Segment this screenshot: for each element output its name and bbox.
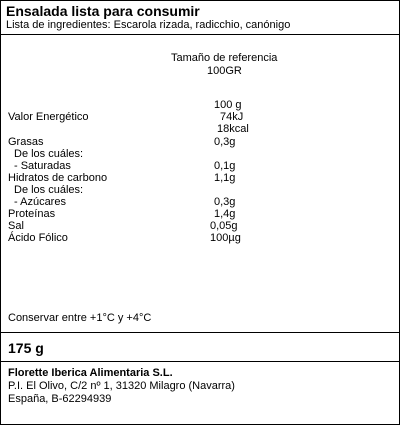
reference-size-label: Tamaño de referencia bbox=[171, 52, 278, 64]
nutrition-row-value: 74kJ bbox=[220, 111, 244, 123]
nutrition-row-value: 0,3g bbox=[214, 136, 236, 148]
product-title: Ensalada lista para consumir bbox=[6, 3, 200, 19]
nutrition-column-header: 100 g bbox=[214, 99, 242, 111]
nutrition-row-label: De los cuáles: bbox=[14, 184, 84, 196]
nutrition-row-value: 1,1g bbox=[214, 172, 236, 184]
ingredients-list: Lista de ingredientes: Escarola rizada, radicchio, canónigo bbox=[6, 19, 291, 31]
company-address-line1: P.I. El Olivo, C/2 nº 1, 31320 Milagro (Navarra) bbox=[8, 380, 235, 392]
nutrition-row-label: Ácido Fólico bbox=[8, 232, 68, 244]
company-address-line2: España, B-62294939 bbox=[8, 393, 112, 405]
nutrition-row-label: Grasas bbox=[8, 136, 44, 148]
company-name: Florette Iberica Alimentaria S.L. bbox=[8, 367, 173, 379]
nutrition-row-value: 0,05g bbox=[210, 220, 238, 232]
divider-top bbox=[1, 34, 399, 35]
storage-instructions: Conservar entre +1°C y +4°C bbox=[8, 312, 152, 324]
nutrition-row-label: De los cuáles: bbox=[14, 148, 84, 160]
nutrition-row-label: - Azúcares bbox=[14, 196, 66, 208]
net-weight: 175 g bbox=[8, 340, 44, 356]
nutrition-row-label: Valor Energético bbox=[8, 111, 89, 123]
nutrition-row-value: 1,4g bbox=[214, 208, 236, 220]
nutrition-row-value: 18kcal bbox=[217, 123, 249, 135]
nutrition-row-value: 0,1g bbox=[214, 160, 236, 172]
nutrition-row-label: Sal bbox=[8, 220, 24, 232]
nutrition-row-value: 100µg bbox=[210, 232, 241, 244]
nutrition-row-value: 0,3g bbox=[214, 196, 236, 208]
divider-weight bbox=[1, 361, 399, 362]
divider-storage bbox=[1, 332, 399, 333]
nutrition-row-label: Proteínas bbox=[8, 208, 56, 220]
nutrition-row-label: - Saturadas bbox=[14, 160, 71, 172]
reference-size-amount: 100GR bbox=[207, 65, 242, 77]
nutrition-row-label: Hidratos de carbono bbox=[8, 172, 108, 184]
